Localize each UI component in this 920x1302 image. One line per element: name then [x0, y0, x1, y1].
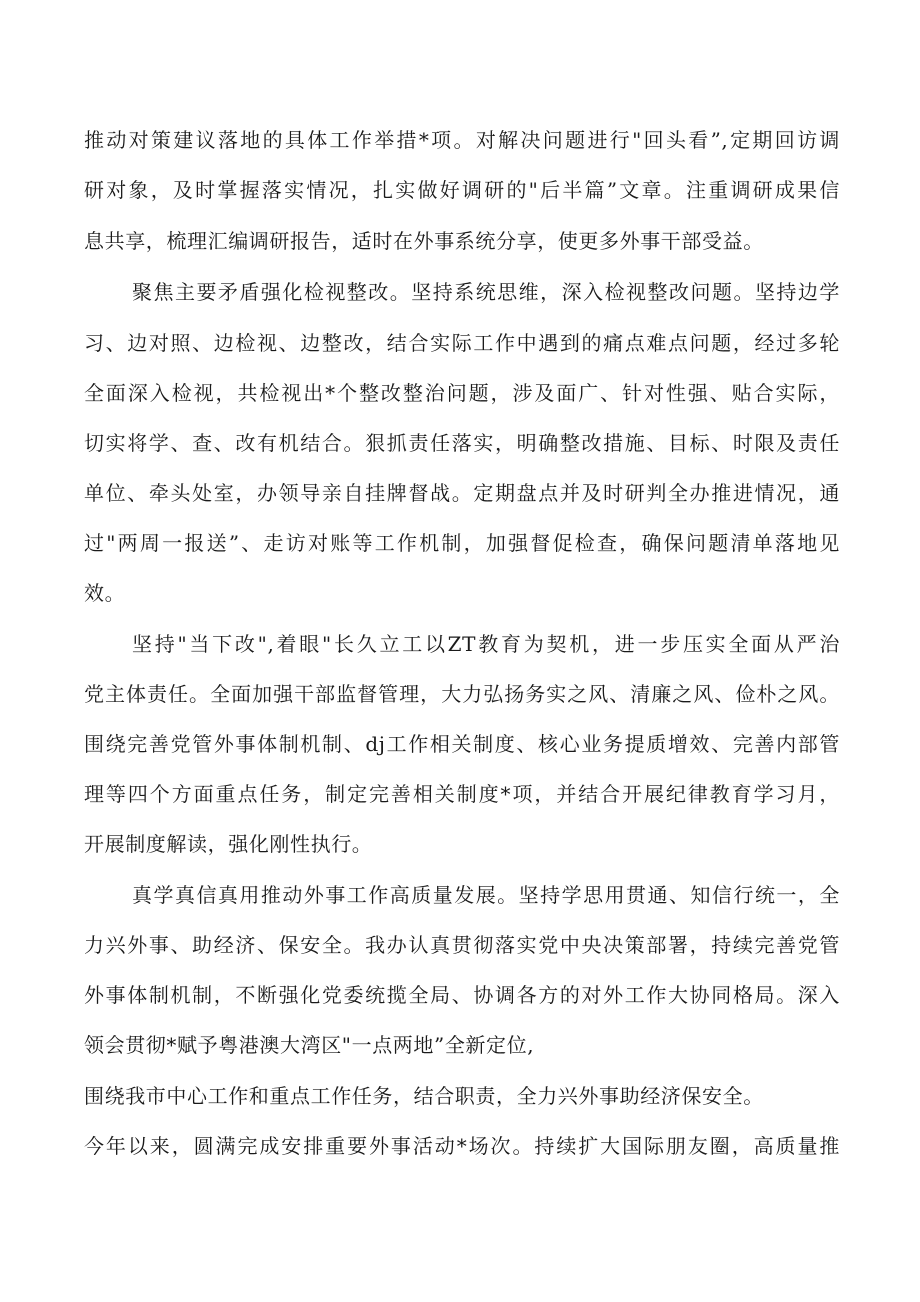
paragraph-2-line-1: 聚焦主要矛盾强化检视整改。坚持系统思维，深入检视整改问题。坚持边学: [132, 280, 840, 304]
paragraph-2-line-7: 效。: [84, 581, 126, 605]
paragraph-4-line-1: 真学真信真用推动外事工作高质量发展。坚持学思用贯通、知信行统一，全: [132, 883, 840, 907]
paragraph-3-line-1: 坚持"当下改",着眼"长久立工以ZT教育为契机，进一步压实全面从严治: [132, 632, 840, 656]
paragraph-6-line-1: 今年以来，圆满完成安排重要外事活动*场次。持续扩大国际朋友圈，高质量推: [84, 1134, 840, 1158]
paragraph-1-line-2: 研对象，及时掌握落实情况，扎实做好调研的"后半篇”文章。注重调研成果信: [84, 178, 840, 202]
paragraph-2-line-2: 习、边对照、边检视、边整改，结合实际工作中遇到的痛点难点问题，经过多轮: [84, 331, 840, 355]
paragraph-4-line-4: 领会贯彻*赋予粤港澳大湾区"一点两地”全新定位,: [84, 1033, 535, 1057]
paragraph-3-line-2: 党主体责任。全面加强干部监督管理，大力弘扬务实之风、清廉之风、俭朴之风。: [84, 682, 840, 706]
paragraph-1-line-3: 息共享，梳理汇编调研报告，适时在外事系统分享，使更多外事干部受益。: [84, 229, 764, 253]
paragraph-1-line-1: 推动对策建议落地的具体工作举措*项。对解决问题进行"回头看”,定期回访调: [84, 128, 840, 152]
paragraph-2-line-6: 过"两周一报送”、走访对账等工作机制，加强督促检查，确保问题清单落地见: [84, 531, 840, 555]
paragraph-2-line-4: 切实将学、查、改有机结合。狠抓责任落实，明确整改措施、目标、时限及责任: [84, 431, 840, 455]
paragraph-4-line-2: 力兴外事、助经济、保安全。我办认真贯彻落实党中央决策部署，持续完善党管: [84, 933, 840, 957]
paragraph-3-line-4: 理等四个方面重点任务，制定完善相关制度*项，并结合开展纪律教育学习月，: [84, 782, 840, 806]
paragraph-5-line-1: 围绕我市中心工作和重点工作任务，结合职责，全力兴外事助经济保安全。: [84, 1084, 764, 1108]
paragraph-2-line-3: 全面深入检视，共检视出*个整改整治问题，涉及面广、针对性强、贴合实际，: [84, 381, 840, 405]
paragraph-3-line-3: 围绕完善党管外事体制机制、dj工作相关制度、核心业务提质增效、完善内部管: [84, 732, 840, 756]
paragraph-3-line-5: 开展制度解读，强化刚性执行。: [84, 832, 373, 856]
paragraph-4-line-3: 外事体制机制，不断强化党委统揽全局、协调各方的对外工作大协同格局。深入: [84, 983, 840, 1007]
paragraph-2-line-5: 单位、牵头处室，办领导亲自挂牌督战。定期盘点并及时研判全办推进情况，通: [84, 481, 840, 505]
